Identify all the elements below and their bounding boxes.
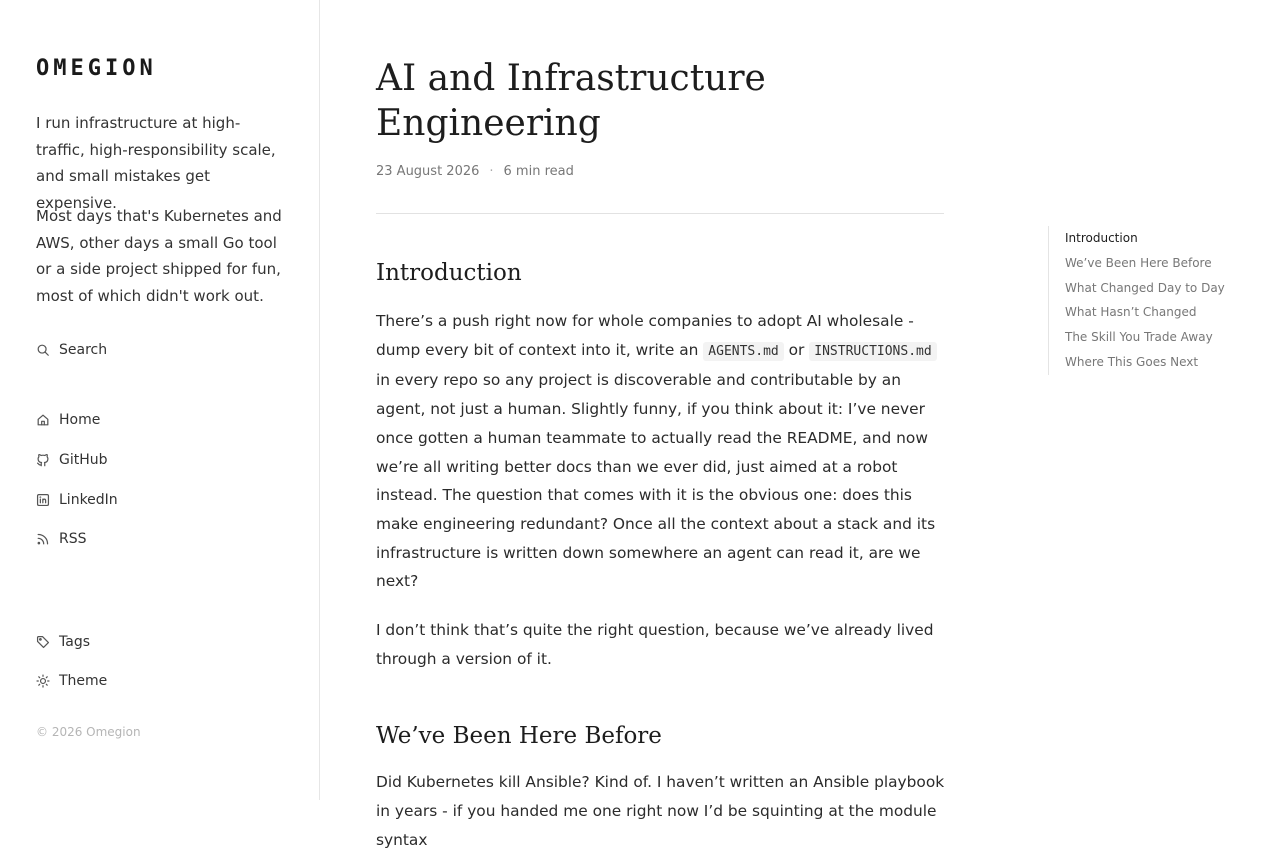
article-date: 23 August 2026	[376, 164, 480, 179]
article-meta	[376, 164, 946, 179]
nav-link-rss[interactable]	[36, 529, 87, 549]
paragraph-intro-2: I don’t think that’s quite the right question, because we’ve already lived through a version of it.	[376, 621, 934, 668]
site-logo[interactable]: OMEGION	[36, 56, 157, 81]
toc-item-where-this-goes[interactable]: Where This Goes Next	[1065, 354, 1199, 369]
meta-separator: ·	[489, 164, 494, 179]
paragraph-text: or	[783, 340, 810, 359]
tags-label: Tags	[59, 634, 90, 650]
nav-link-github[interactable]	[36, 450, 108, 470]
tag-icon	[36, 635, 50, 649]
nav-label-github: GitHub	[59, 452, 108, 468]
home-icon	[36, 413, 50, 427]
tags-button[interactable]	[36, 632, 90, 652]
paragraph-intro-1	[376, 307, 946, 596]
nav-label-home: Home	[59, 412, 101, 428]
paragraph-been-here-1: Did Kubernetes kill Ansible? Kind of. I haven’t written an Ansible playbook in years - if you handed me one right now I’d be squinting at the module syntax	[376, 773, 945, 849]
search-button[interactable]	[36, 340, 107, 360]
inline-code-instructions: INSTRUCTIONS.md	[809, 342, 936, 361]
github-icon	[36, 453, 50, 467]
search-label: Search	[59, 342, 108, 358]
table-of-contents	[1048, 226, 1248, 375]
bio-paragraph-2: Most days that's Kubernetes and AWS, other days a small Go tool or a side project shipped for fun, most of which didn't work out.	[36, 207, 282, 305]
article-title: AI and Infrastructure Engineering	[376, 58, 766, 144]
nav-link-home[interactable]	[36, 410, 100, 430]
rss-icon	[36, 532, 50, 546]
article-read-time: 6 min read	[503, 164, 574, 179]
toc-item-what-hasnt-changed[interactable]: What Hasn’t Changed	[1065, 305, 1197, 320]
search-icon	[36, 343, 50, 357]
bio-paragraph-1: I run infrastructure at high-traffic, high-responsibility scale, and small mistakes get expensive.	[36, 114, 276, 212]
sidebar	[0, 0, 320, 800]
paragraph-text: There’s a push right now for whole companies to adopt AI wholesale - dump every bit of context into it, write an	[376, 312, 914, 359]
nav-link-linkedin[interactable]	[36, 490, 118, 510]
toc-item-what-changed[interactable]: What Changed Day to Day	[1065, 280, 1225, 295]
section-heading-introduction: Introduction	[376, 260, 522, 286]
divider	[376, 213, 944, 214]
inline-code-agents: AGENTS.md	[703, 342, 783, 361]
nav-label-linkedin: LinkedIn	[59, 492, 118, 508]
sun-icon	[36, 674, 50, 688]
paragraph-text: in every repo so any project is discoverable and contributable by an agent, not just a human. Slightly funny, if you think about it: I’ve never once gotten a human teammate to actually read the README, and now we’re all writing better docs than we ever did, just aimed at a robot instead. The question that comes with it is the obvious one: does this make engineering redundant? Once all the context about a stack and its infrastructure is written down somewhere an agent can read it, are we next?	[376, 371, 936, 591]
toc-item-introduction[interactable]: Introduction	[1065, 231, 1138, 245]
linkedin-icon	[36, 493, 50, 507]
nav-label-rss: RSS	[59, 531, 87, 547]
toc-item-been-here-before[interactable]: We’ve Been Here Before	[1065, 255, 1212, 270]
copyright: © 2026 Omegion	[36, 725, 141, 739]
toc-item-skill-trade-away[interactable]: The Skill You Trade Away	[1065, 330, 1213, 345]
section-heading-been-here-before: We’ve Been Here Before	[376, 723, 662, 750]
article	[376, 56, 946, 855]
theme-toggle[interactable]	[36, 671, 107, 691]
theme-label: Theme	[59, 673, 108, 689]
